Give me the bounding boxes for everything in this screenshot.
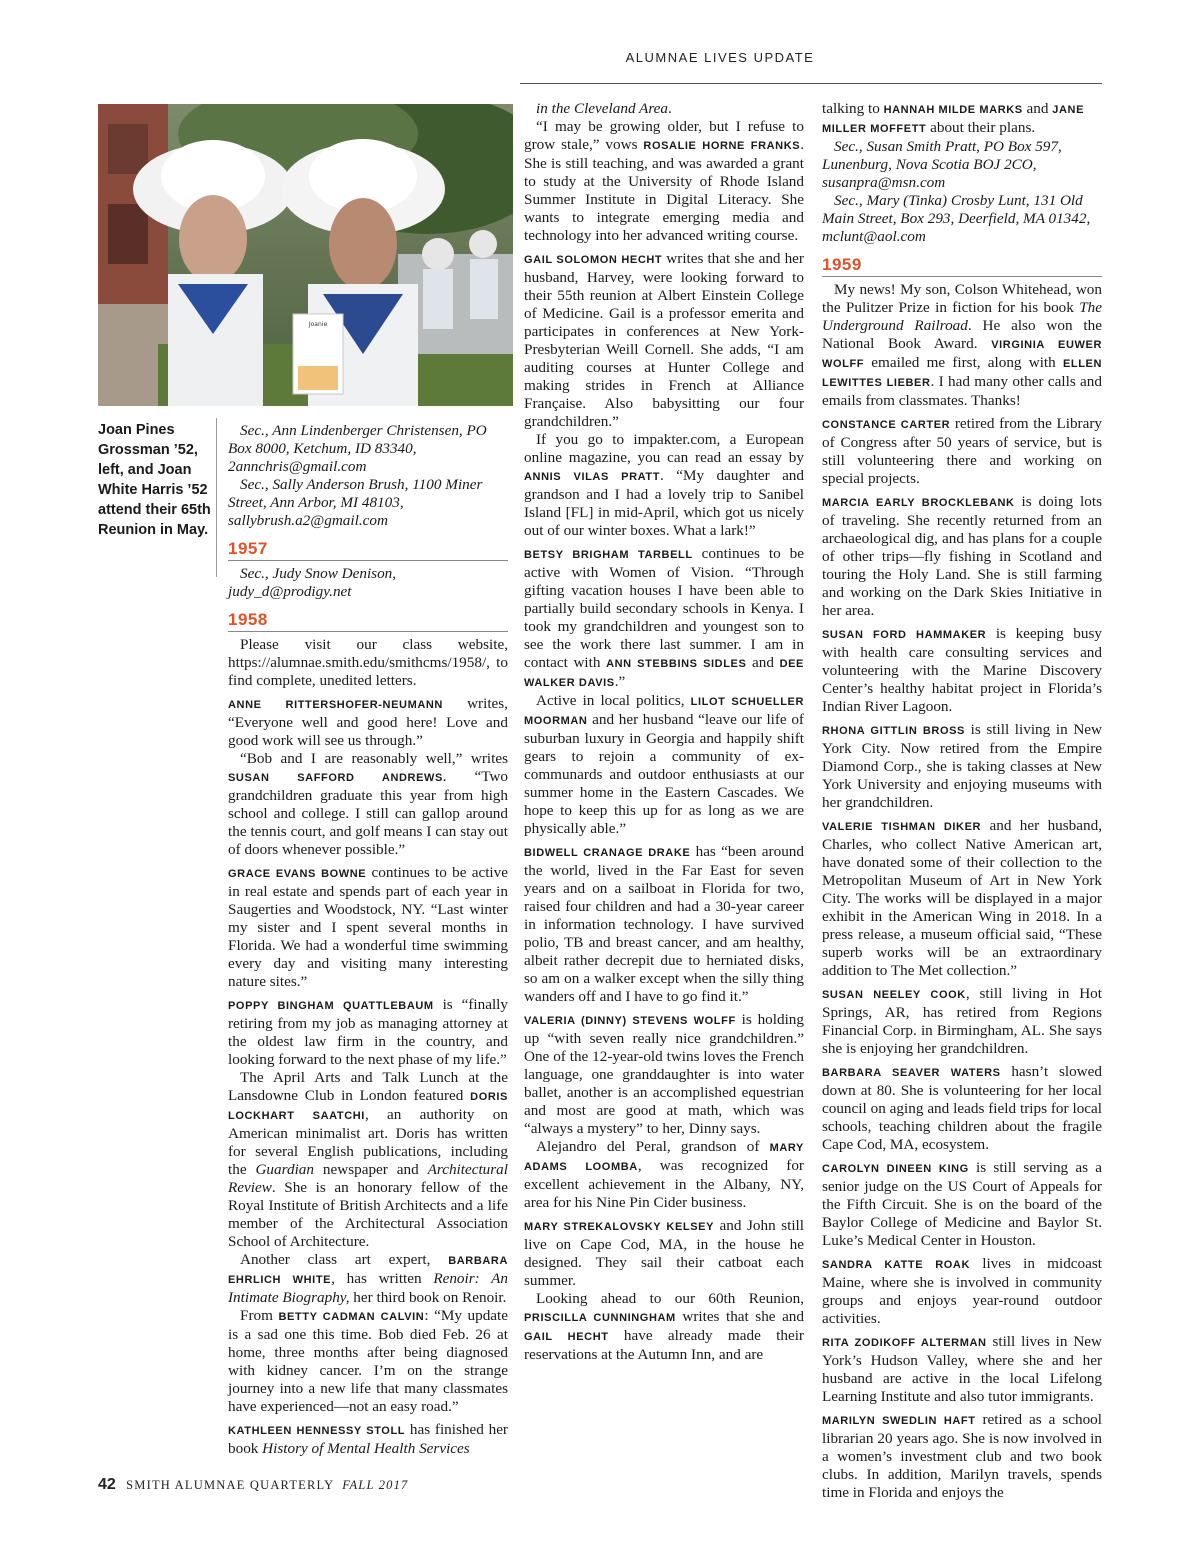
- paragraph: [524, 843, 804, 1006]
- paragraph: [822, 1159, 1102, 1250]
- paragraph-text: , has written: [331, 1270, 434, 1287]
- alumna-name: GRACE EVANS BOWNE: [228, 868, 367, 880]
- paragraph-text: “Two grandchildren graduate this year from high school and college. I still can gallop around the tennis court, and golf means I can stay out of doors whenever possible.”: [228, 768, 508, 858]
- paragraph: [524, 692, 804, 838]
- paragraph-text: has finished her book: [228, 1421, 508, 1457]
- alumna-name: BETTY CADMAN CALVIN: [278, 1311, 425, 1323]
- alumna-name: MARY STREKALOVSKY KELSEY: [524, 1221, 715, 1233]
- paragraph-text: has “been around the world, lived in the Far East for seven years and on a sailboat in Florida for two, raised four children and had a 30-year career in information technology. I have survived polio, TB and breast cancer, and am healthy, albeit rather decrepit due to herniated disks, so am on a walker except when the silly thing wanders off and I have to go find it.”: [524, 843, 804, 1005]
- book-title: in the Cleveland Area: [536, 100, 669, 117]
- paragraph-text: From: [240, 1307, 279, 1324]
- alumna-name: CONSTANCE CARTER: [822, 419, 951, 431]
- paragraph-text: is still serving as a senior judge on the US Court of Appeals for the Fifth Circuit. She is on the board of the Baylor College of Medicine and Baylor St. Luke’s Medical Center in Houston.: [822, 1159, 1102, 1249]
- alumna-name: POPPY BINGHAM QUATTLEBAUM: [228, 1000, 434, 1012]
- paragraph: [228, 1251, 508, 1307]
- paragraph: [822, 281, 1102, 410]
- paragraph-text: continues to be active in real estate and spends part of each year in Saugerties and Woodstock, NY. “Last winter my sister and I spent several months in Florida. We had a wonderful time swimming every day and visiting many interesting nature sites.”: [228, 864, 508, 990]
- class-year-heading: 1959: [822, 256, 1102, 277]
- alumna-name: VALERIA (DINNY) STEVENS WOLFF: [524, 1015, 736, 1027]
- paragraph-text: talking to: [822, 100, 884, 117]
- paragraph: [524, 1011, 804, 1138]
- alumna-name: SUSAN SAFFORD ANDREWS.: [228, 772, 447, 784]
- paragraph: [822, 1063, 1102, 1154]
- paragraph-text: : “My update is a sad one this time. Bob died Feb. 26 at home, three months after being diagnosed with kidney cancer. I’m on the strange journey into a new life that many classmates have experienced—not an easy road.”: [228, 1307, 508, 1415]
- paragraph: [524, 250, 804, 431]
- paragraph-text: still lives in New York’s Hudson Valley, where she and her husband are active in the local Lifelong Learning Institute and also tutor immigrants.: [822, 1333, 1102, 1405]
- paragraph-text: and her husband “leave our life of suburban luxury in Georgia and happily shift gears to rejoin a community of ex-communards and outdoor enthusiasts at our summer home in the Eastern Cascades. We hope to keep this up for as long as we are physically able.”: [524, 711, 804, 837]
- alumna-name: RHONA GITTLIN BROSS: [822, 725, 965, 737]
- paragraph: [524, 545, 804, 692]
- paragraph-text: Active in local politics,: [536, 692, 691, 709]
- paragraph-text: . He also won the National Book Award.: [822, 317, 1102, 352]
- paragraph-text: is keeping busy with health care consulting services and volunteering with the Marine Discovery Center’s healthy habitat project in Florida’s Indian River Lagoon.: [822, 625, 1102, 715]
- paragraph-text: about their plans.: [926, 119, 1036, 136]
- paragraph: [822, 493, 1102, 620]
- secretary-address: Sec., Judy Snow Denison, judy_d@prodigy.net: [228, 565, 397, 600]
- paragraph-text: . I had many other calls and emails from classmates. Thanks!: [822, 373, 1102, 409]
- paragraph-text: newspaper and: [313, 1161, 428, 1178]
- paragraph: [822, 1411, 1102, 1502]
- secretary-address: Sec., Mary (Tinka) Crosby Lunt, 131 Old Main Street, Box 293, Deerfield, MA 01342, mclunt@aol.com: [822, 192, 1091, 245]
- paragraph: [822, 721, 1102, 812]
- alumna-name: KATHLEEN HENNESSY STOLL: [228, 1425, 406, 1437]
- book-title: Renoir: An Intimate Biography,: [228, 1270, 509, 1306]
- paragraph-text: writes, “Everyone well and good here! Love and good work will see us through.”: [228, 695, 508, 749]
- paragraph-text: and her husband, Charles, who collect Native American art, have donated some of their collection to the Metropolitan Museum of Art in New York City. The works will be displayed in a major exhibit in the American Wing in 2018. In a press release, a museum official said, “These superb works will be an extraordinary addition to The Met collection.”: [822, 817, 1102, 979]
- alumna-name: JANE MILLER MOFFETT: [822, 104, 1085, 135]
- column-2: [524, 100, 804, 1364]
- badge-text: Joanie: [308, 321, 328, 328]
- book-title: The Underground Railroad: [822, 299, 1102, 334]
- paragraph: [822, 1333, 1102, 1406]
- alumna-name: SUSAN NEELEY COOK: [822, 989, 966, 1001]
- paragraph-text: writes that she and her husband, Harvey, were looking forward to their 55th reunion at Albert Einstein College of Medicine. Gail is a professor emerita and participates in conferences at New York-Presbyterian Weill Cornell. She adds, “I am auditing courses at Hunter College and making strides in French at Alliance Française. Also babysitting our four grandchildren.”: [524, 250, 804, 430]
- paragraph-text: is still living in New York City. Now retired from the Empire Diamond Corp., she is taking classes at New York University and enjoying museums with her grandchildren.: [822, 721, 1102, 811]
- paragraph-text: Alejandro del Peral, grandson of: [536, 1138, 770, 1155]
- paragraph-text: , an authority on American minimalist art. Doris has written for several English publications, including the: [228, 1106, 508, 1178]
- alumna-name: PRISCILLA CUNNINGHAM: [524, 1312, 676, 1324]
- paragraph: [822, 625, 1102, 716]
- paragraph-text: Another class art expert,: [240, 1251, 449, 1268]
- paragraph-text: “I may be growing older, but I refuse to grow stale,” vows: [524, 118, 804, 153]
- paragraph-text: lives in midcoast Maine, where she is involved in community groups and enjoys year-round outdoor activities.: [822, 1255, 1102, 1327]
- alumna-name: BARBARA EHRLICH WHITE: [228, 1255, 508, 1286]
- paragraph-text: , still living in Hot Springs, AR, has retired from Regions Financial Corp. in Birmingham, AL. She says she is enjoying her grandchildren.: [822, 985, 1102, 1057]
- paragraph-text: .: [668, 100, 672, 117]
- paragraph-text: If you go to impakter.com, a European online magazine, you can read an essay by: [524, 431, 804, 466]
- paragraph-text: . She is an honorary fellow of the Royal Institute of British Architects and a life member of the Architectural Association School of Architecture.: [228, 1179, 508, 1250]
- issue-label: FALL 2017: [342, 1478, 409, 1492]
- class-year-heading: 1957: [228, 540, 508, 561]
- paragraph-text: is doing lots of traveling. She recently returned from an archaeological dig, and has plans for a couple of other trips—fly fishing in Scotland and touring the Holy Land. She is still farming and working on the Dark Skies Initiative in her area.: [822, 493, 1102, 619]
- paragraph-text: retired from the Library of Congress after 50 years of service, but is still volunteering there and working on special projects.: [822, 415, 1102, 487]
- paragraph: [228, 1069, 508, 1251]
- paragraph: [822, 817, 1102, 980]
- paragraph-text: continues to be active with Women of Vision. “Through gifting vacation houses I have been able to partially build secondary schools in Kenya. I took my grandchildren and youngest son to see the work there last summer. I am in contact with: [524, 545, 805, 671]
- paragraph-text: and: [1022, 100, 1053, 117]
- secretary-address: Sec., Sally Anderson Brush, 1100 Miner Street, Ann Arbor, MI 48103, sallybrush.a2@gmail.com: [228, 476, 483, 529]
- alumna-name: GAIL SOLOMON HECHT: [524, 254, 663, 266]
- reunion-photo: [98, 104, 513, 406]
- alumna-name: RITA ZODIKOFF ALTERMAN: [822, 1337, 987, 1349]
- alumna-name: DEE WALKER DAVIS: [524, 658, 804, 689]
- paragraph-text: and: [746, 654, 780, 671]
- paragraph-text: . She is still teaching, and was awarded a grant to study at the University of Rhode Island Summer Institute in Digital Literacy. She wants to integrate emerging media and technology into her advanced writing course.: [524, 136, 805, 244]
- paragraph: [524, 1138, 804, 1212]
- paragraph: [524, 1217, 804, 1290]
- photo-caption: Joan Pines Grossman ’52, left, and Joan White Harris ’52 attend their 65th Reunion in May.: [98, 422, 211, 538]
- secretary-address: Sec., Susan Smith Pratt, PO Box 597, Lunenburg, Nova Scotia BOJ 2CO, susanpra@msn.com: [822, 138, 1062, 191]
- paragraph-text: My news! My son, Colson Whitehead, won the Pulitzer Prize in fiction for his book: [822, 281, 1102, 316]
- paragraph: [822, 415, 1102, 488]
- alumna-name: ELLEN LEWITTES LIEBER: [822, 358, 1102, 389]
- class-year-heading: 1958: [228, 611, 508, 632]
- alumna-name: ROSALIE HORNE FRANKS: [643, 140, 801, 152]
- running-head: ALUMNAE LIVES UPDATE: [625, 50, 815, 65]
- alumna-name: ANN STEBBINS SIDLES: [606, 658, 747, 670]
- paragraph: [228, 1307, 508, 1416]
- paragraph-text: her third book on Renoir.: [349, 1289, 507, 1306]
- column-1: [228, 422, 508, 1458]
- alumna-name: MARCIA EARLY BROCKLEBANK: [822, 497, 1015, 509]
- paragraph-text: is holding up “with seven really nice grandchildren.” One of the 12-year-old twins loves the French language, one granddaughter is into water ballet, another is an accomplished equestrian and most are good at math, which was “always a mystery” to her, Dinny says.: [524, 1011, 804, 1137]
- alumna-name: DORIS LOCKHART SAATCHI: [228, 1091, 508, 1122]
- paragraph-text: and John still live on Cape Cod, MA, in the house he designed. They sail their catboat each summer.: [524, 1217, 804, 1289]
- paragraph: [524, 431, 804, 540]
- paragraph: [228, 864, 508, 991]
- paragraph: [822, 100, 1102, 138]
- publication-title: Architectural Review: [228, 1161, 508, 1196]
- paragraph: [524, 1290, 804, 1364]
- reunion-photo-icon: [98, 104, 513, 406]
- paragraph: [822, 985, 1102, 1058]
- alumna-name: ANNE RITTERSHOFER-NEUMANN: [228, 699, 443, 711]
- alumna-name: VALERIE TISHMAN DIKER: [822, 821, 982, 833]
- paragraph-text: Looking ahead to our 60th Reunion,: [536, 1290, 804, 1307]
- paragraph: [228, 695, 508, 750]
- column-3: [822, 100, 1102, 1502]
- paragraph: [524, 100, 804, 118]
- book-title: History of Mental Health Services: [262, 1440, 470, 1457]
- publication-title: Guardian: [255, 1161, 314, 1178]
- alumna-name: BETSY BRIGHAM TARBELL: [524, 549, 693, 561]
- alumna-name: GAIL HECHT: [524, 1331, 609, 1343]
- paragraph-text: , was recognized for excellent achievement in the Albany, NY, area for his Nine Pin Cider business.: [524, 1157, 804, 1211]
- alumna-name: SANDRA KATTE ROAK: [822, 1259, 971, 1271]
- page-number: 42: [98, 1476, 116, 1493]
- paragraph: [228, 1421, 508, 1458]
- page-folio: [98, 1476, 409, 1494]
- alumna-name: VIRGINIA EUWER WOLFF: [822, 339, 1102, 370]
- paragraph-text: .”: [614, 673, 626, 690]
- alumna-name: MARILYN SWEDLIN HAFT: [822, 1415, 976, 1427]
- paragraph-text: have already made their reservations at the Autumn Inn, and are: [524, 1327, 804, 1363]
- paragraph-text: hasn’t slowed down at 80. She is volunteering for her local council on aging and leads field trips for local schools, teaching children about the fragile Cape Cod, MA, ecosystem.: [822, 1063, 1102, 1153]
- alumna-name: ANNIS VILAS PRATT: [524, 471, 661, 483]
- paragraph: Please visit our class website, https://alumnae.smith.edu/smithcms/1958/, to find complete, unedited letters.: [228, 636, 508, 689]
- alumna-name: CAROLYN DINEEN KING: [822, 1163, 969, 1175]
- caption-divider: [216, 418, 217, 577]
- alumna-name: MARY ADAMS LOOMBA: [524, 1142, 804, 1173]
- paragraph: [524, 118, 804, 245]
- paragraph-text: emailed me first, along with: [864, 354, 1063, 371]
- alumna-name: BARBARA SEAVER WATERS: [822, 1067, 1001, 1079]
- paragraph: [822, 1255, 1102, 1328]
- paragraph-text: “Bob and I are reasonably well,” writes: [240, 750, 508, 767]
- alumna-name: HANNAH MILDE MARKS: [883, 104, 1023, 116]
- header-rule: [520, 83, 1102, 84]
- paragraph-text: The April Arts and Talk Lunch at the Lansdowne Club in London featured: [228, 1069, 508, 1104]
- paragraph: [228, 750, 508, 859]
- paragraph-text: is “finally retiring from my job as managing attorney at the oldest law firm in the country, and looking forward to the next phase of my life.”: [228, 996, 508, 1068]
- alumna-name: LILOT SCHUELLER MOORMAN: [524, 696, 804, 727]
- paragraph: [228, 996, 508, 1069]
- alumna-name: BIDWELL CRANAGE DRAKE: [524, 847, 691, 859]
- publication-name: SMITH ALUMNAE QUARTERLY: [126, 1478, 334, 1492]
- paragraph-text: . “My daughter and grandson and I had a lovely trip to Sanibel Island [FL] in mid-April, which got us nicely out of our winter boxes. What a lark!”: [524, 467, 804, 539]
- paragraph-text: writes that she and: [675, 1308, 804, 1325]
- paragraph-text: retired as a school librarian 20 years ago. She is now involved in a women’s investment club and two book clubs. In addition, Marilyn travels, spends time in Florida and enjoys the: [822, 1411, 1102, 1501]
- alumna-name: SUSAN FORD HAMMAKER: [822, 629, 987, 641]
- secretary-address: Sec., Ann Lindenberger Christensen, PO Box 8000, Ketchum, ID 83340, 2annchris@gmail.com: [228, 422, 487, 475]
